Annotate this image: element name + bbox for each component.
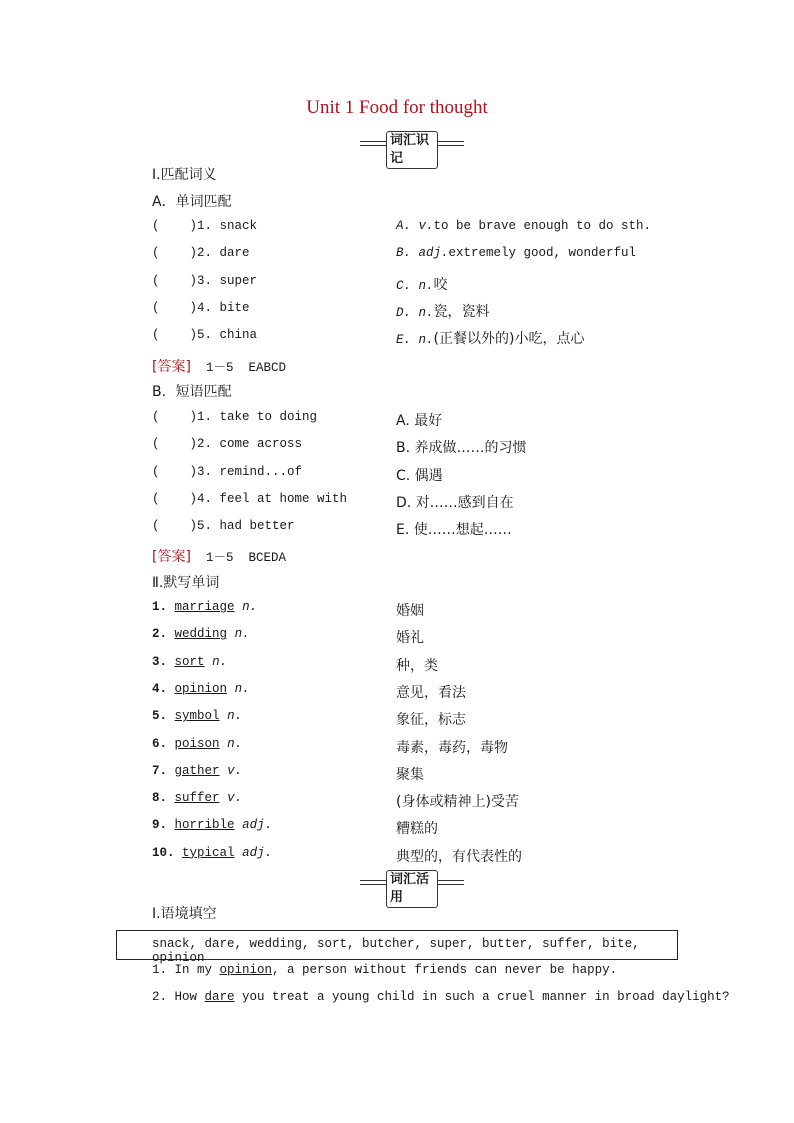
dictation-meaning: 毒素，毒药，毒物: [396, 739, 508, 756]
phrase-match-row: [0, 410, 794, 430]
question-1: 1. In my opinion, a person without friends can never be happy.: [152, 963, 618, 977]
dictation-item: 9. horrible adj.: [152, 818, 273, 833]
match-left: ( )3. super: [152, 273, 258, 288]
match-left: ( )2. dare: [152, 246, 250, 261]
section-heading: Ⅰ.匹配词义: [152, 167, 217, 183]
match-right: B. 养成做……的习惯: [396, 440, 527, 457]
dictation-meaning: 聚集: [396, 766, 424, 783]
dictation-item: 10. typical adj.: [152, 845, 273, 860]
match-left: ( )1. take to doing: [152, 410, 318, 424]
dictation-item: 7. gather v.: [152, 763, 243, 778]
match-right: E. n.(正餐以外的)小吃，点心: [396, 331, 585, 348]
match-right: C. n.咬: [396, 276, 448, 293]
match-left: ( )4. feel at home with: [152, 491, 348, 506]
phrase-match-row: [0, 437, 794, 457]
match-right: B. adj.extremely good, wonderful: [396, 246, 637, 261]
match-right: C. 偶遇: [396, 467, 443, 484]
subsection-heading: B．短语匹配: [152, 384, 232, 400]
word-match-row: [0, 301, 794, 321]
dictation-item: 4. opinion n.: [152, 681, 250, 696]
dictation-item: 3. sort n.: [152, 654, 228, 669]
dictation-meaning: 种，类: [396, 657, 438, 674]
section-banner-vocab-use: [360, 872, 464, 905]
dictation-item: 8. suffer v.: [152, 791, 243, 806]
banner-label: 词汇识记: [386, 131, 438, 169]
dictation-row: [0, 655, 794, 675]
word-match-row: [0, 219, 794, 239]
dictation-item: 1. marriage n.: [152, 600, 258, 614]
section-heading: Ⅱ.默写单词: [152, 575, 220, 591]
match-left: ( )5. had better: [152, 519, 295, 534]
match-left: ( )1. snack: [152, 219, 258, 233]
subsection-heading: A．单词匹配: [152, 194, 232, 210]
match-left: ( )5. china: [152, 328, 258, 343]
dictation-row: [0, 737, 794, 757]
dictation-row: [0, 600, 794, 620]
dictation-item: 6. poison n.: [152, 736, 243, 751]
section-banner-vocab-recall: [360, 133, 464, 166]
phrase-match-row: [0, 519, 794, 539]
dictation-meaning: 意见，看法: [396, 684, 466, 701]
page-title: Unit 1 Food for thought: [306, 97, 488, 118]
dictation-row: [0, 846, 794, 866]
match-right: D. n.瓷，瓷料: [396, 303, 490, 320]
word-bank-box: [116, 930, 678, 965]
question-2: 2. How dare you treat a young child in such a cruel manner in broad daylight?: [152, 990, 730, 1004]
dictation-meaning: 象征，标志: [396, 712, 466, 729]
match-left: ( )3. remind...of: [152, 464, 303, 479]
match-right: D. 对……感到自在: [396, 494, 514, 511]
word-bank: snack, dare, wedding, sort, butcher, super, butter, suffer, bite, opinion: [152, 937, 640, 965]
dictation-row: [0, 682, 794, 702]
banner-label: 词汇活用: [386, 870, 438, 908]
match-right: A. 最好: [396, 413, 443, 429]
dictation-row: [0, 627, 794, 647]
match-left: ( )2. come across: [152, 437, 303, 452]
dictation-item: 2. wedding n.: [152, 627, 250, 642]
phrase-match-row: [0, 492, 794, 512]
word-match-row: [0, 274, 794, 294]
dictation-meaning: 糟糕的: [396, 821, 438, 838]
dictation-meaning: 婚姻: [396, 603, 424, 619]
phrase-match-row: [0, 465, 794, 485]
dictation-row: [0, 709, 794, 729]
answer-line: [答案] 1－5 EABCD: [152, 359, 286, 375]
word-match-row: [0, 246, 794, 266]
dictation-meaning: 典型的，有代表性的: [396, 848, 522, 865]
answer-line: [答案] 1－5 BCEDA: [152, 549, 286, 565]
match-right: E. 使……想起……: [396, 522, 512, 539]
dictation-row: [0, 764, 794, 784]
dictation-row: [0, 791, 794, 811]
section-heading: Ⅰ.语境填空: [152, 906, 217, 922]
word-match-row: [0, 328, 794, 348]
dictation-item: 5. symbol n.: [152, 709, 243, 724]
match-left: ( )4. bite: [152, 300, 250, 315]
dictation-meaning: (身体或精神上)受苦: [396, 794, 519, 811]
dictation-meaning: 婚礼: [396, 630, 424, 647]
dictation-row: [0, 818, 794, 838]
match-right: A. v.to be brave enough to do sth.: [396, 219, 652, 233]
